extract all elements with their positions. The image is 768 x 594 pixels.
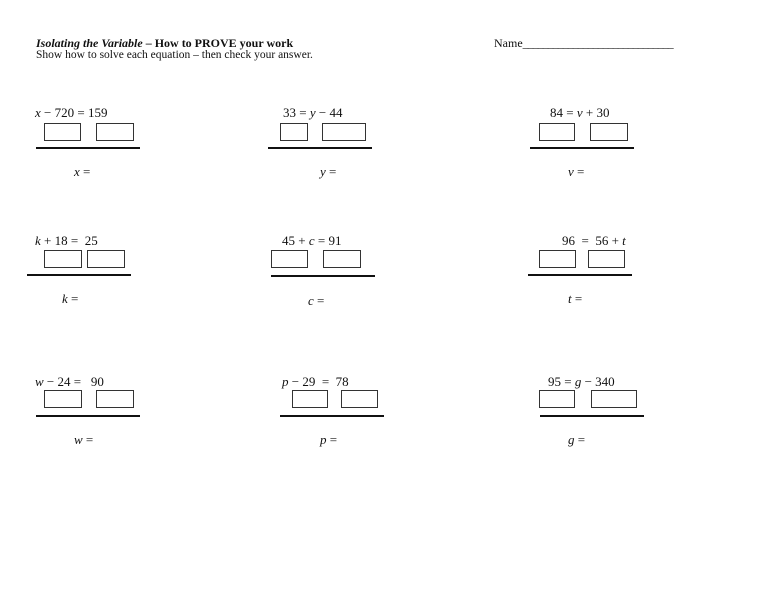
- solution-equals: =: [574, 432, 586, 447]
- work-line: [27, 274, 131, 276]
- solution-equals: =: [326, 432, 338, 447]
- name-label: Name: [494, 36, 523, 50]
- solution-variable: w: [74, 432, 83, 447]
- eq-right: − 29 = 78: [288, 374, 349, 389]
- solution-line: [308, 293, 324, 309]
- solution-line: [74, 432, 93, 448]
- eq-variable: g: [574, 374, 582, 389]
- eq-left: 33 =: [283, 105, 310, 120]
- answer-box[interactable]: [280, 123, 308, 141]
- eq-variable: y: [309, 105, 316, 120]
- instructions: Show how to solve each equation – then check your answer.: [36, 49, 313, 61]
- answer-box[interactable]: [271, 250, 308, 268]
- solution-line: [62, 291, 78, 307]
- answer-box[interactable]: [591, 390, 637, 408]
- work-line: [268, 147, 372, 149]
- answer-box[interactable]: [96, 123, 134, 141]
- solution-line: [74, 164, 90, 180]
- solution-equals: =: [571, 291, 583, 306]
- answer-box[interactable]: [341, 390, 378, 408]
- eq-left: 96 = 56 +: [562, 233, 623, 248]
- work-line: [280, 415, 384, 417]
- equation: [35, 234, 98, 248]
- answer-box[interactable]: [44, 250, 82, 268]
- answer-box[interactable]: [44, 390, 82, 408]
- answer-box[interactable]: [539, 250, 576, 268]
- answer-box[interactable]: [87, 250, 125, 268]
- solution-line: [320, 432, 337, 448]
- solution-variable: k: [62, 291, 68, 306]
- equation: [282, 234, 341, 248]
- equation: [550, 106, 609, 120]
- answer-box[interactable]: [539, 123, 575, 141]
- eq-variable: w: [35, 374, 44, 389]
- answer-box[interactable]: [323, 250, 361, 268]
- answer-box[interactable]: [44, 123, 81, 141]
- name-blank: ______________________________: [522, 36, 673, 50]
- answer-box[interactable]: [292, 390, 328, 408]
- solution-variable: g: [568, 432, 575, 447]
- solution-variable: y: [320, 164, 326, 179]
- solution-equals: =: [325, 164, 337, 179]
- solution-line: [568, 164, 584, 180]
- solution-equals: =: [82, 432, 94, 447]
- eq-variable: p: [282, 374, 289, 389]
- answer-box[interactable]: [539, 390, 575, 408]
- name-field[interactable]: [494, 36, 673, 51]
- solution-variable: v: [568, 164, 574, 179]
- solution-line: [320, 164, 336, 180]
- title-rest: – How to PROVE your work: [142, 36, 294, 50]
- solution-equals: =: [79, 164, 91, 179]
- eq-variable: v: [576, 105, 583, 120]
- solution-variable: p: [320, 432, 327, 447]
- work-line: [530, 147, 634, 149]
- eq-right: − 24 = 90: [43, 374, 104, 389]
- solution-variable: c: [308, 293, 314, 308]
- work-line: [540, 415, 644, 417]
- eq-right: − 44: [315, 105, 343, 120]
- title-italic: Isolating the Variable: [36, 36, 143, 50]
- solution-equals: =: [573, 164, 585, 179]
- eq-right: + 18 = 25: [40, 233, 98, 248]
- equation: [548, 375, 615, 389]
- eq-variable: x: [35, 105, 41, 120]
- equation: [562, 234, 626, 248]
- eq-variable: c: [308, 233, 315, 248]
- equation: [282, 375, 349, 389]
- work-line: [36, 147, 140, 149]
- solution-variable: t: [568, 291, 572, 306]
- answer-box[interactable]: [96, 390, 134, 408]
- solution-variable: x: [74, 164, 80, 179]
- equation: [283, 106, 342, 120]
- eq-left: 95 =: [548, 374, 575, 389]
- solution-line: [568, 291, 582, 307]
- solution-equals: =: [67, 291, 79, 306]
- eq-left: 84 =: [550, 105, 577, 120]
- eq-left: 45 +: [282, 233, 309, 248]
- eq-variable: k: [35, 233, 41, 248]
- answer-box[interactable]: [590, 123, 628, 141]
- work-line: [528, 274, 632, 276]
- eq-right: − 720 = 159: [40, 105, 108, 120]
- equation: [35, 375, 104, 389]
- solution-line: [568, 432, 585, 448]
- equation: [35, 106, 107, 120]
- work-line: [271, 275, 375, 277]
- eq-right: − 340: [581, 374, 615, 389]
- solution-equals: =: [313, 293, 325, 308]
- answer-box[interactable]: [588, 250, 625, 268]
- eq-right: + 30: [582, 105, 610, 120]
- eq-variable: t: [622, 233, 626, 248]
- work-line: [36, 415, 140, 417]
- answer-box[interactable]: [322, 123, 366, 141]
- eq-right: = 91: [314, 233, 342, 248]
